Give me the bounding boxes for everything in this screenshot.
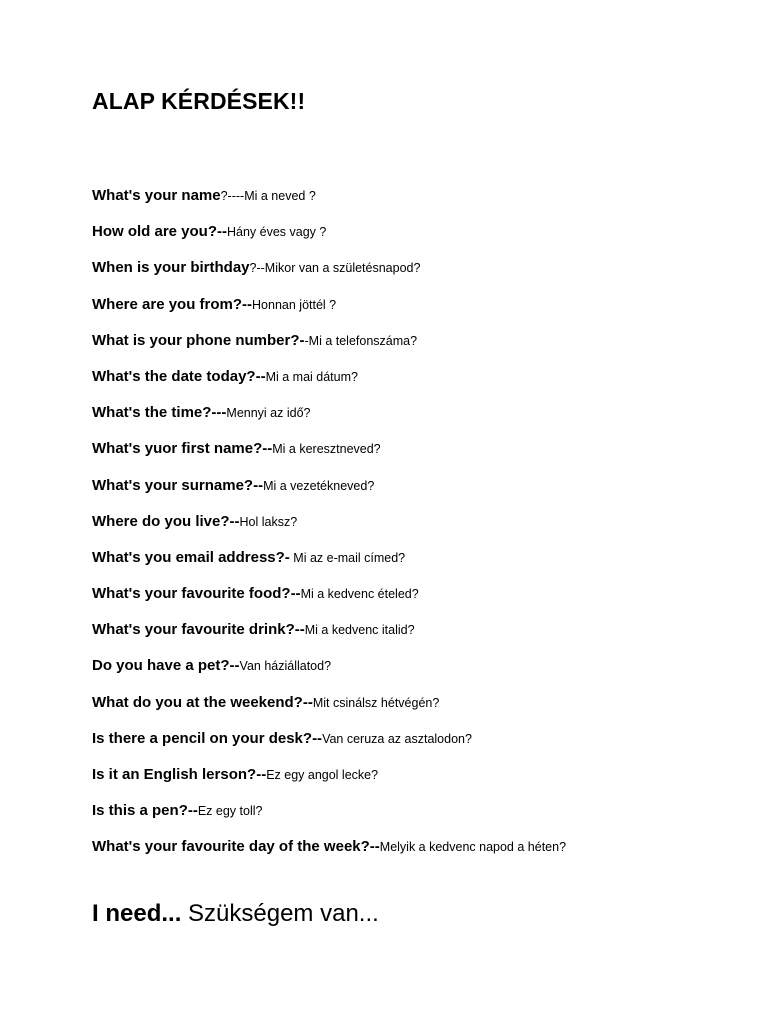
question-hungarian: Van háziállatod? [239,659,332,674]
question-english: What's your favourite food?-- [92,585,301,603]
question-english: What's your surname?-- [92,476,264,494]
question-list [92,184,752,872]
question-hungarian: Mit csinálsz hétvégén? [312,695,440,710]
question-row [92,691,752,727]
question-hungarian: Hány éves vagy ? [227,225,327,240]
question-row [92,618,752,654]
question-english: Do you have a pet?-- [92,657,240,675]
question-hungarian: Mi a telefonszáma? [308,333,418,348]
question-english: Is there a pencil on your desk?-- [92,729,323,747]
question-row [92,474,752,510]
question-row [92,256,752,292]
question-hungarian: Hol laksz? [239,514,298,529]
question-row [92,329,752,365]
question-hungarian: Honnan jöttél ? [252,297,337,312]
question-row [92,835,752,871]
question-separator: ?---- [220,189,245,203]
question-english: How old are you?-- [92,223,227,241]
question-hungarian: Mennyi az idő? [226,406,311,421]
question-hungarian: Ez egy toll? [197,804,263,819]
question-english: What do you at the weekend?-- [92,693,313,711]
question-row [92,293,752,329]
page-title: ALAP KÉRDÉSEK!! [92,88,306,114]
question-english: Is it an English lerson?-- [92,766,267,783]
question-hungarian: Mi a kedvenc ételed? [300,587,419,602]
question-english: What's the date today?-- [92,367,266,385]
question-hungarian: Mi a mai dátum? [265,369,358,384]
question-hungarian: Mi a keresztneved? [272,442,381,457]
question-row [92,510,752,546]
question-hungarian: Ez egy angol lecke? [266,768,379,782]
question-row [92,763,752,799]
footer-english: I need... [92,900,182,927]
question-row [92,365,752,401]
question-row [92,654,752,690]
question-separator: - [304,333,309,348]
question-hungarian: Mi a neved ? [244,189,316,203]
question-english: What is your phone number?- [92,331,305,349]
question-row [92,184,752,220]
question-english: Is this a pen?-- [92,802,198,820]
question-hungarian: Van ceruza az asztalodon? [322,731,472,746]
question-hungarian: Mi az e-mail címed? [293,550,406,565]
footer-hungarian: Szükségem van... [188,900,379,927]
question-english: What's your favourite day of the week?-- [92,838,380,856]
question-english: Where are you from?-- [92,295,253,313]
question-row [92,799,752,835]
question-english: What's you email address?- [92,548,290,566]
question-hungarian: Mi a kedvenc italid? [304,623,415,638]
question-hungarian: Melyik a kedvenc napod a héten? [379,840,567,855]
question-row [92,437,752,473]
question-english: When is your birthday [92,259,250,277]
question-english: What's your favourite drink?-- [92,621,305,639]
question-row [92,582,752,618]
question-separator: ?-- [249,261,265,276]
question-english: What's your name [92,187,221,204]
question-english: Where do you live?-- [92,512,240,530]
question-row [92,546,752,582]
question-english: What's the time?--- [92,404,227,422]
question-row [92,727,752,763]
question-hungarian: Mikor van a születésnapod? [264,261,421,276]
question-row [92,220,752,256]
footer-heading [92,900,379,928]
question-row [92,401,752,437]
question-hungarian: Mi a vezetékneved? [263,478,375,493]
question-english: What's yuor first name?-- [92,440,273,458]
